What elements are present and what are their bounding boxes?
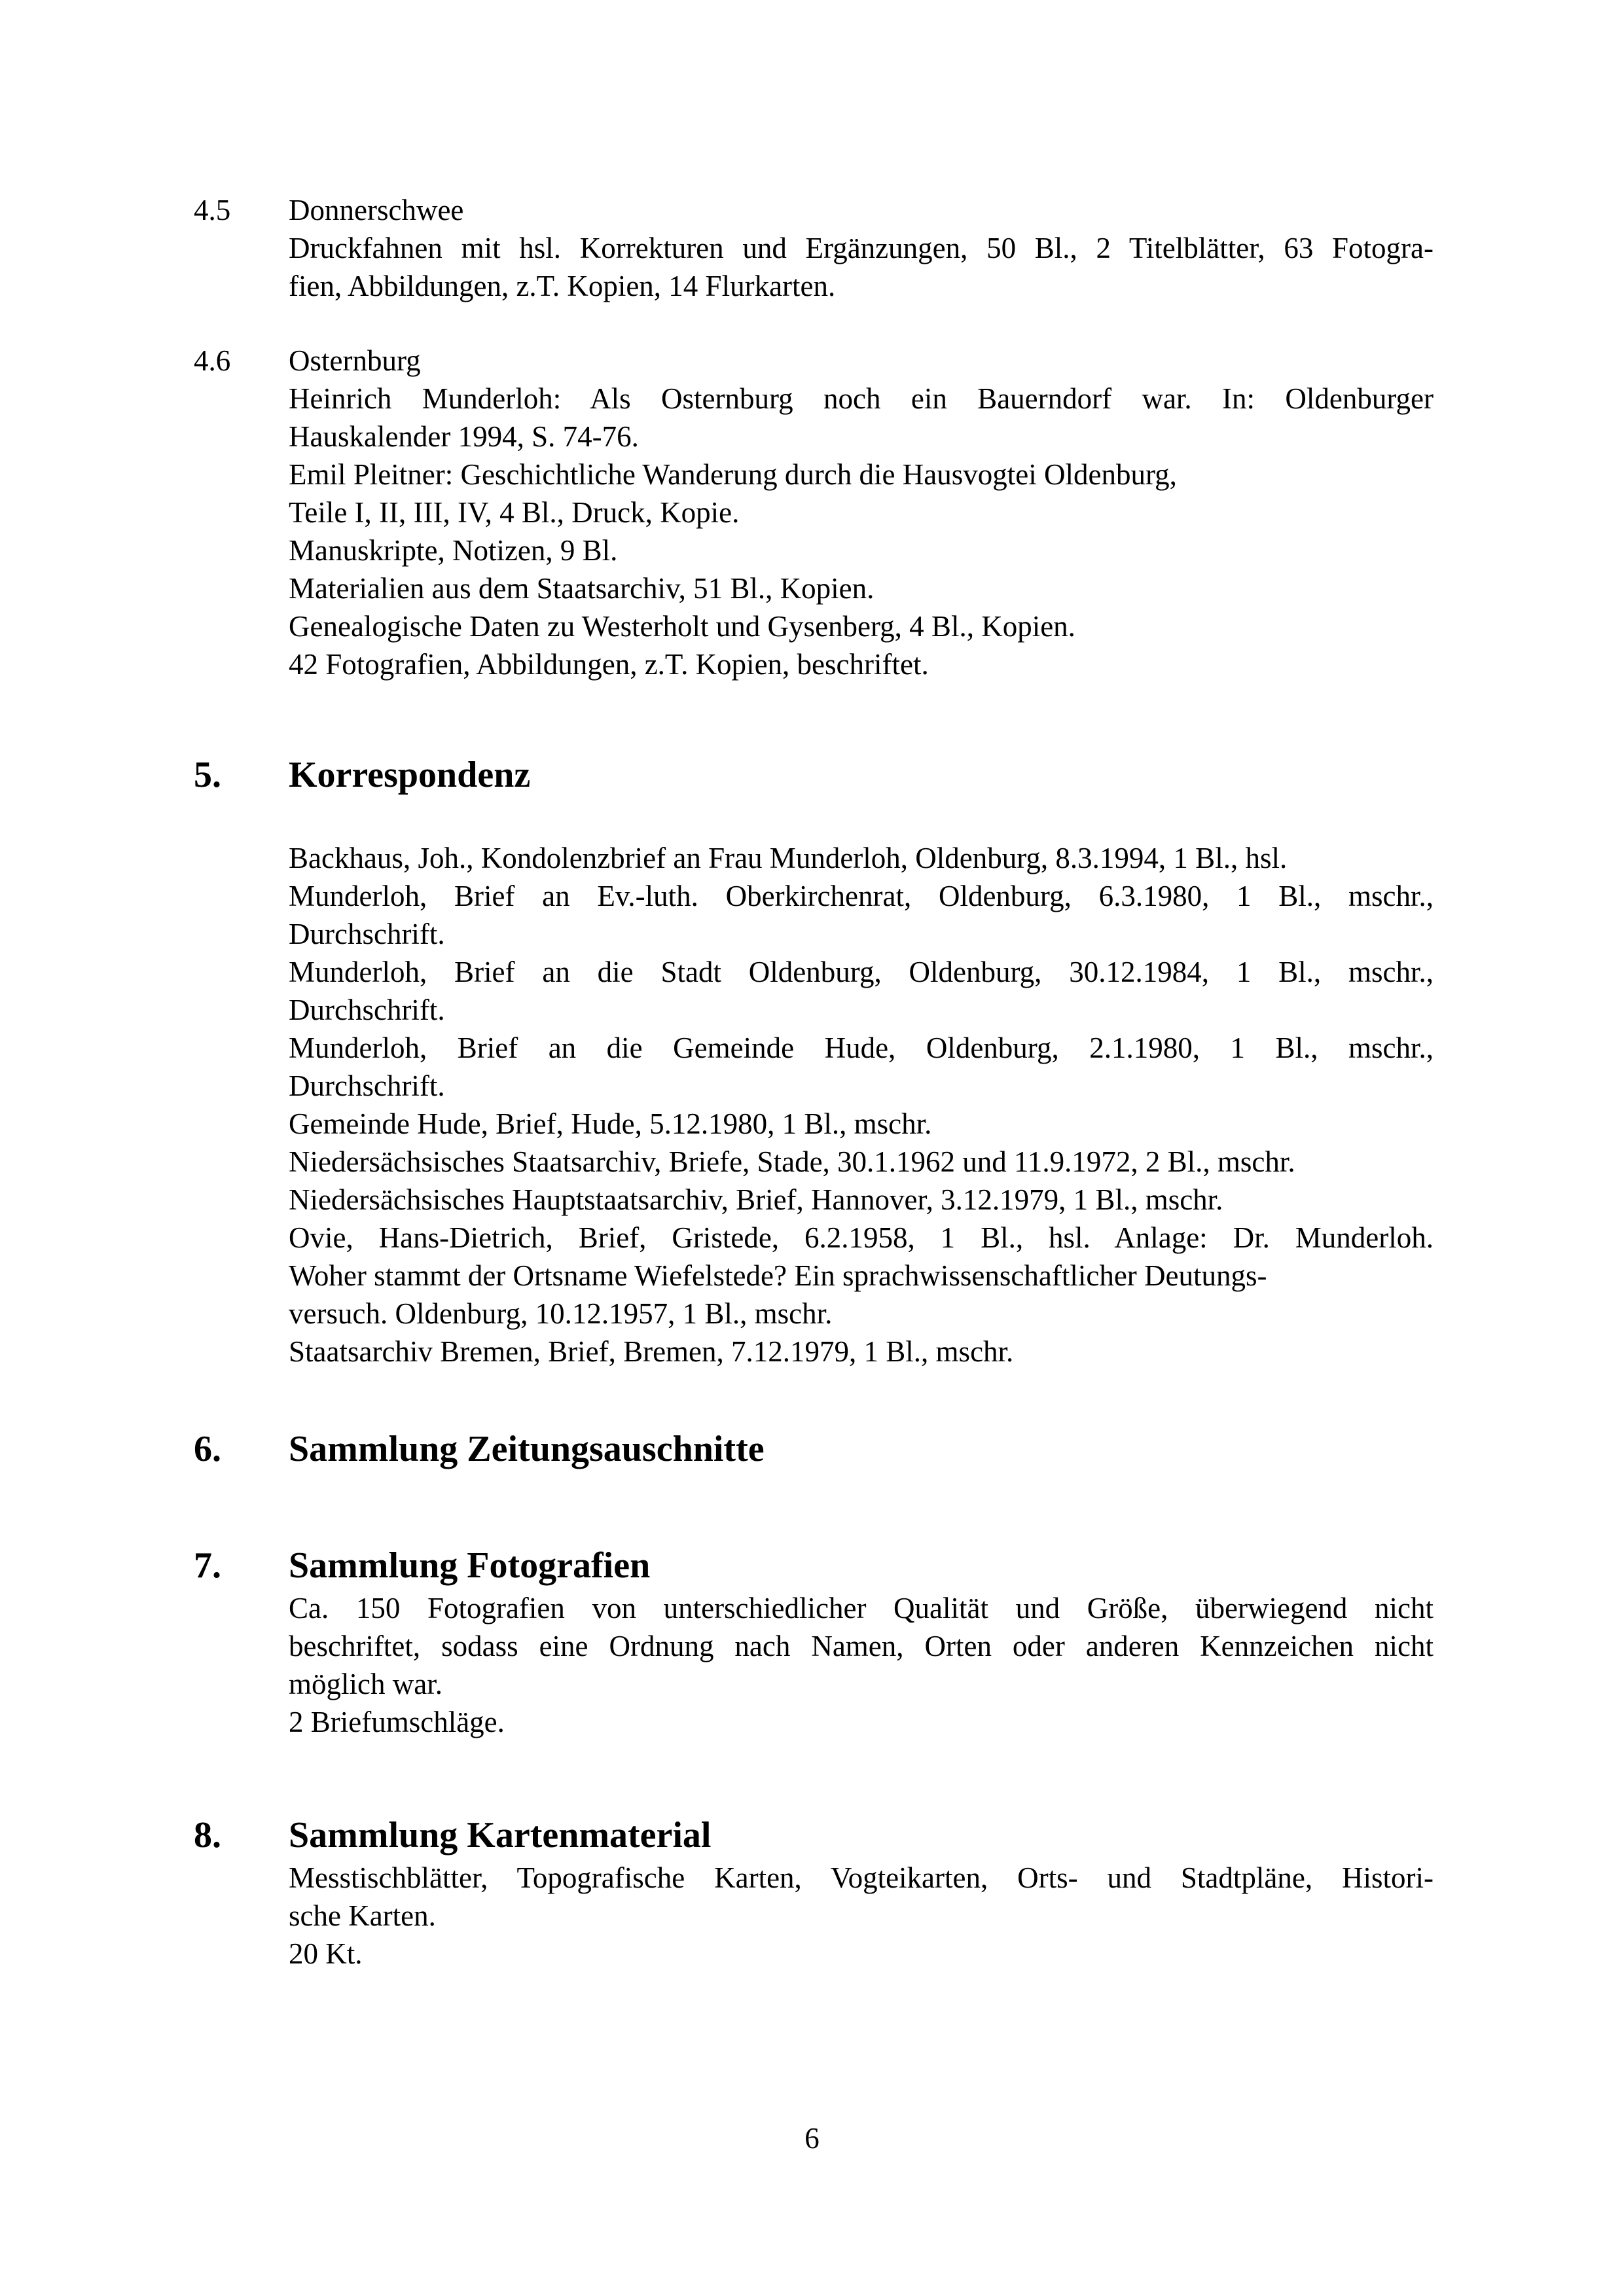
entry-number: 4.5 [194, 194, 231, 226]
entry-line: Durchschrift. [289, 918, 445, 950]
entry-line: fien, Abbildungen, z.T. Kopien, 14 Flurkarten. [289, 270, 836, 302]
entry-line: Munderloh, Brief an die Stadt Oldenburg, Oldenburg, 30.12.1984, 1 Bl., mschr., [289, 956, 1434, 988]
entry-4-5 [194, 191, 1434, 305]
entry-line: Staatsarchiv Bremen, Brief, Bremen, 7.12.1979, 1 Bl., mschr. [289, 1335, 1014, 1368]
section-7-fotografien [194, 1545, 1434, 1587]
section-7-body [194, 1589, 1434, 1741]
entry-line: Munderloh, Brief an Ev.-luth. Oberkirchenrat, Oldenburg, 6.3.1980, 1 Bl., mschr., [289, 880, 1434, 912]
section-heading: Korrespondenz [289, 755, 531, 795]
entry-line: Gemeinde Hude, Brief, Hude, 5.12.1980, 1 Bl., mschr. [289, 1107, 932, 1140]
page-number: 6 [804, 2122, 820, 2155]
entry-line: 2 Briefumschläge. [289, 1706, 505, 1738]
section-5-body [194, 839, 1434, 1371]
section-number: 7. [194, 1545, 221, 1586]
section-heading: Sammlung Zeitungsauschnitte [289, 1429, 765, 1469]
section-8-body [194, 1859, 1434, 1973]
entry-line: Emil Pleitner: Geschichtliche Wanderung durch die Hausvogtei Oldenburg, [289, 458, 1177, 491]
section-5-korrespondenz [194, 754, 1434, 796]
entry-line: Niedersächsisches Hauptstaatsarchiv, Brief, Hannover, 3.12.1979, 1 Bl., mschr. [289, 1183, 1223, 1216]
entry-4-6 [194, 342, 1434, 683]
entry-line: Durchschrift. [289, 994, 445, 1026]
entry-number: 4.6 [194, 344, 231, 377]
section-number: 8. [194, 1815, 221, 1856]
section-6-zeitungsauschnitte [194, 1428, 1434, 1470]
entry-line: Genealogische Daten zu Westerholt und Gysenberg, 4 Bl., Kopien. [289, 610, 1075, 643]
entry-line: Ovie, Hans-Dietrich, Brief, Gristede, 6.2.1958, 1 Bl., hsl. Anlage: Dr. Munderloh. [289, 1221, 1434, 1254]
entry-line: 20 Kt. [289, 1937, 363, 1970]
entry-title: Osternburg [289, 344, 421, 377]
entry-line: Ca. 150 Fotografien von unterschiedlicher Qualität und Größe, überwiegend nicht [289, 1592, 1434, 1624]
entry-line: Woher stammt der Ortsname Wiefelstede? Ein sprachwissenschaftlicher Deutungs- [289, 1259, 1267, 1292]
entry-line: Hauskalender 1994, S. 74-76. [289, 420, 639, 453]
entry-line: möglich war. [289, 1668, 442, 1700]
entry-line: Druckfahnen mit hsl. Korrekturen und Ergänzungen, 50 Bl., 2 Titelblätter, 63 Fotogra- [289, 232, 1434, 264]
entry-line: Teile I, II, III, IV, 4 Bl., Druck, Kopie. [289, 496, 740, 529]
entry-line: Munderloh, Brief an die Gemeinde Hude, Oldenburg, 2.1.1980, 1 Bl., mschr., [289, 1031, 1434, 1064]
entry-line: Backhaus, Joh., Kondolenzbrief an Frau Munderloh, Oldenburg, 8.3.1994, 1 Bl., hsl. [289, 842, 1288, 874]
section-8-kartenmaterial [194, 1814, 1434, 1856]
entry-line: Manuskripte, Notizen, 9 Bl. [289, 534, 618, 567]
section-number: 5. [194, 755, 221, 795]
entry-line: Materialien aus dem Staatsarchiv, 51 Bl., Kopien. [289, 572, 875, 605]
entry-line: sche Karten. [289, 1899, 436, 1932]
entry-line: beschriftet, sodass eine Ordnung nach Namen, Orten oder anderen Kennzeichen nicht [289, 1630, 1434, 1662]
entry-line: Messtischblätter, Topografische Karten, Vogteikarten, Orts- und Stadtpläne, Histori- [289, 1861, 1434, 1894]
entry-line: 42 Fotografien, Abbildungen, z.T. Kopien, beschriftet. [289, 648, 929, 681]
entry-title: Donnerschwee [289, 194, 464, 226]
section-number: 6. [194, 1429, 221, 1469]
entry-line: Heinrich Munderloh: Als Osternburg noch ein Bauerndorf war. In: Oldenburger [289, 382, 1434, 415]
section-heading: Sammlung Kartenmaterial [289, 1815, 712, 1856]
section-heading: Sammlung Fotografien [289, 1545, 651, 1586]
entry-line: Durchschrift. [289, 1069, 445, 1102]
entry-line: Niedersächsisches Staatsarchiv, Briefe, Stade, 30.1.1962 und 11.9.1972, 2 Bl., mschr. [289, 1145, 1295, 1178]
entry-line: versuch. Oldenburg, 10.12.1957, 1 Bl., mschr. [289, 1297, 833, 1330]
